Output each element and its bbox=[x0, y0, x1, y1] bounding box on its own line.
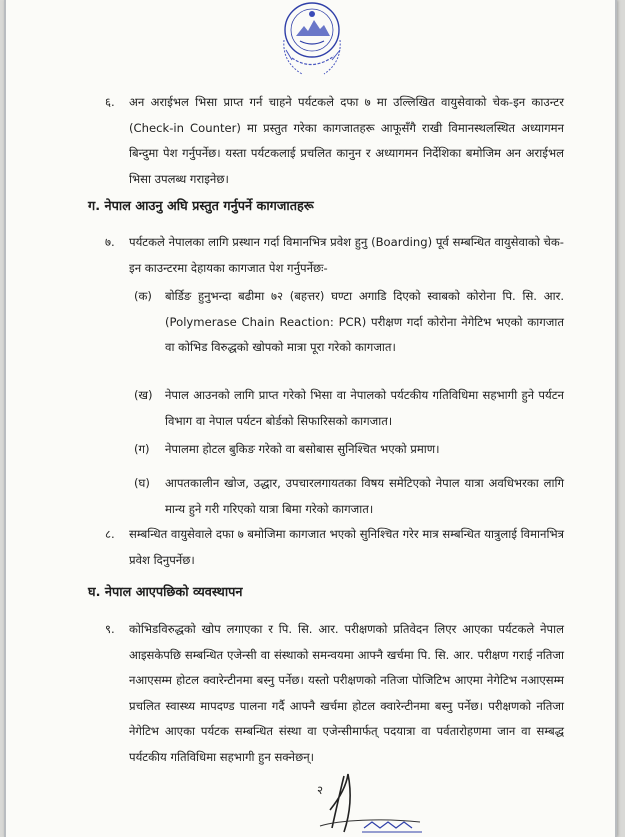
government-seal bbox=[262, 0, 362, 86]
subitem-text: बोर्डिङ हुनुभन्दा बढीमा ७२ (बहत्तर) घण्टा अगाडि दिएको स्वाबको कोरोना पि. सि. आर. (Polymerase Chain Reaction: PCR) परीक्षण गर्दा कोरोना नेगेटिभ भएको कागजात वा कोभिड विरुद्धको खोपको मात्रा पूरा गरेको कागजात। bbox=[165, 289, 564, 354]
subitem-label: (क) bbox=[134, 289, 152, 303]
section-heading: घ. नेपाल आएपछिको व्यवस्थापन bbox=[88, 585, 243, 600]
subitem-text: नेपालमा होटल बुकिङ गरेको वा बसोबास सुनिश्चित भएको प्रमाण। bbox=[165, 442, 440, 456]
signature bbox=[300, 770, 450, 837]
item-text: सम्बन्धित वायुसेवाले दफा ७ बमोजिमा कागजात भएको सुनिश्चित गरेर मात्र सम्बन्धित यात्रुलाई विमानभित्र प्रवेश दिनुपर्नेछ। bbox=[129, 527, 564, 567]
page-edge-left bbox=[4, 0, 6, 837]
item-number: ८. bbox=[105, 527, 115, 541]
item-number: ९. bbox=[105, 622, 115, 636]
item-text: कोभिडविरुद्धको खोप लगाएका र पि. सि. आर. परीक्षणको प्रतिवेदन लिएर आएका पर्यटकले नेपाल आइसकेपछि सम्बन्धित एजेन्सी वा संस्थाको समन्वयमा आफ्नै खर्चमा पि. सि. आर. परीक्षण गराई नतिजा नआएसम्म होटल क्वारेन्टीनमा बस्नु पर्नेछ। यस्तो परीक्षणको नतिजा पोजिटिभ आएमा नेगेटिभ नआएसम्म प्रचलित स्वास्थ्य मापदण्ड पालना गर्दै आफ्नै खर्चमा होटल क्वारेन्टीनमा बस्नु पर्नेछ। परीक्षणको नतिजा नेगेटिभ आएका पर्यटक सम्बन्धित संस्था वा एजेन्सीमार्फत् पदयात्रा वा पर्वतारोहणमा जान वा सम्बद्ध पर्यटकीय गतिविधिमा सहभागी हुन सक्नेछन्। bbox=[129, 622, 564, 764]
page-number: २ bbox=[317, 783, 324, 797]
subitem-label: (ख) bbox=[134, 388, 153, 402]
document-page bbox=[4, 0, 617, 837]
subitem-label: (घ) bbox=[134, 476, 150, 490]
page-edge-right bbox=[615, 0, 617, 837]
subitem-label: (ग) bbox=[134, 442, 150, 456]
subitem-text: नेपाल आउनको लागि प्राप्त गरेको भिसा वा नेपालको पर्यटकीय गतिविधिमा सहभागी हुने पर्यटन विभाग वा नेपाल पर्यटन बोर्डको सिफारिसको कागजात। bbox=[165, 388, 564, 428]
item-text: अन अराईभल भिसा प्राप्त गर्न चाहने पर्यटकले दफा ७ मा उल्लिखित वायुसेवाको चेक-इन काउन्टर (Check-in Counter) मा प्रस्तुत गरेका कागजातहरू आफूसँगै राखी विमानस्थलस्थित अध्यागमन बिन्दुमा पेश गर्नुपर्नेछ। यस्ता पर्यटकलाई प्रचलित कानुन र अध्यागमन निर्देशिका बमोजिम अन अराईभल भिसा उपलब्ध गराइनेछ। bbox=[129, 95, 564, 186]
item-number: ७. bbox=[105, 235, 115, 249]
subitem-text: आपतकालीन खोज, उद्धार, उपचारलगायतका विषय समेटिएको नेपाल यात्रा अवधिभरका लागि मान्य हुने गरी गरिएको यात्रा बिमा गरेको कागजात। bbox=[165, 476, 564, 516]
item-number: ६. bbox=[105, 95, 115, 109]
section-heading: ग. नेपाल आउनु अघि प्रस्तुत गर्नुपर्ने कागजातहरू bbox=[88, 199, 314, 214]
item-text: पर्यटकले नेपालका लागि प्रस्थान गर्दा विमानभित्र प्रवेश हुनु (Boarding) पूर्व सम्बन्धित वायुसेवाको चेक-इन काउन्टरमा देहायका कागजात पेश गर्नुपर्नेछः- bbox=[129, 235, 564, 275]
